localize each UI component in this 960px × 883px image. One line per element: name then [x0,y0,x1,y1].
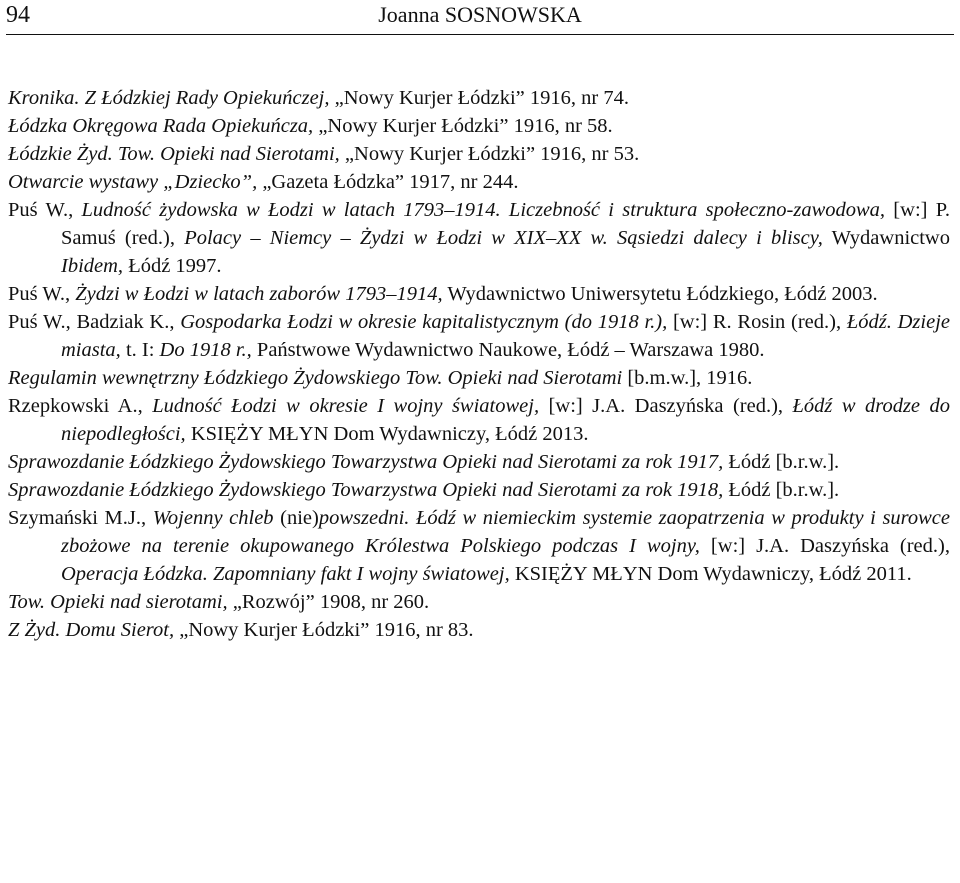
running-head-author: Joanna SOSNOWSKA [378,2,582,27]
entry-text-segment: (nie) [273,507,319,529]
bibliography-entry [8,112,950,140]
entry-text-segment: Wydawnictwo Uniwersytetu Łódzkiego, Łódź 2003. [442,283,878,305]
header-rule [6,34,954,35]
bibliography-entry [8,448,950,476]
bibliography-entry [8,616,950,644]
entry-text-segment: [w:] P. Samuś (red.), [61,199,950,249]
entry-title-segment: Łódź. Dzieje miasta, [61,311,950,361]
bibliography-list [8,84,950,644]
entry-text-segment: „Nowy Kurjer Łódzki” 1916, nr 83. [174,619,474,641]
entry-title-segment: Wojenny chleb [152,507,274,529]
entry-text-segment: Szymański M.J., [8,507,153,529]
entry-title-segment: Polacy – Niemcy – Żydzi w Łodzi w XIX–XX w. Sąsiedzi dalecy i bliscy, [184,227,823,249]
entry-title-segment: Ludność Łodzi w okresie I wojny światowej, [152,395,540,417]
entry-title-segment: Tow. Opieki nad sierotami, [8,591,228,613]
entry-text-segment: [w:] J.A. Daszyńska (red.), [539,395,793,417]
entry-title-segment: Operacja Łódzka. Zapomniany fakt I wojny światowej, [61,563,510,585]
entry-title-segment: Regulamin wewnętrzny Łódzkiego Żydowskiego Tow. Opieki nad Sierotami [8,367,623,389]
bibliography-entry [8,588,950,616]
bibliography-entry [8,308,950,364]
entry-title-segment: Ibidem, [61,255,124,277]
bibliography-entry [8,168,950,196]
bibliography-entry [8,140,950,168]
entry-text-segment: [w:] R. Rosin (red.), [667,311,847,333]
entry-text-segment: „Nowy Kurjer Łódzki” 1916, nr 58. [313,115,613,137]
entry-text-segment: „Gazeta Łódzka” 1917, nr 244. [257,171,519,193]
entry-text-segment: Wydawnictwo [822,227,950,249]
entry-title-segment: Łódź w drodze do niepodległości, [61,395,950,445]
entry-title-segment: Sprawozdanie Łódzkiego Żydowskiego Towarzystwa Opieki nad Sierotami za rok 1918, [8,479,724,501]
page-number: 94 [6,2,30,28]
entry-title-segment: Otwarcie wystawy „Dziecko”, [8,171,258,193]
entry-text-segment: Rzepkowski A., [8,395,153,417]
bibliography-entry [8,392,950,448]
entry-text-segment: „Nowy Kurjer Łódzki” 1916, nr 53. [339,143,640,165]
entry-text-segment: Łódź [b.r.w.]. [723,479,840,501]
bibliography-entry [8,280,950,308]
entry-text-segment: Puś W., [8,283,76,305]
entry-text-segment: t. I: [120,339,160,361]
entry-text-segment: Łódź 1997. [123,255,222,277]
bibliography-entry [8,364,950,392]
entry-title-segment: Do 1918 r., [159,339,252,361]
entry-text-segment: „Nowy Kurjer Łódzki” 1916, nr 74. [329,87,629,109]
entry-title-segment: Kronika. Z Łódzkiej Rady Opiekuńczej, [8,87,330,109]
entry-title-segment: Ludność żydowska w Łodzi w latach 1793–1914. Liczebność i struktura społeczno-zawodowa, [81,199,886,221]
entry-text-segment: KSIĘŻY MŁYN Dom Wydawniczy, Łódź 2013. [185,423,589,445]
bibliography-entry [8,504,950,588]
entry-text-segment: KSIĘŻY MŁYN Dom Wydawniczy, Łódź 2011. [509,563,912,585]
bibliography-entry [8,84,950,112]
bibliography-entry [8,196,950,280]
entry-text-segment: Puś W., [8,199,82,221]
entry-text-segment: „Rozwój” 1908, nr 260. [227,591,430,613]
entry-title-segment: Łódzka Okręgowa Rada Opiekuńcza, [8,115,314,137]
entry-text-segment: Łódź [b.r.w.]. [723,451,840,473]
entry-title-segment: Sprawozdanie Łódzkiego Żydowskiego Towarzystwa Opieki nad Sierotami za rok 1917, [8,451,724,473]
entry-title-segment: Gospodarka Łodzi w okresie kapitalistycznym (do 1918 r.), [180,311,668,333]
entry-text-segment: Państwowe Wydawnictwo Naukowe, Łódź – Warszawa 1980. [251,339,765,361]
entry-text-segment: [w:] J.A. Daszyńska (red.), [699,535,950,557]
entry-title-segment: Łódzkie Żyd. Tow. Opieki nad Sierotami, [8,143,340,165]
entry-title-segment: Z Żyd. Domu Sierot, [8,619,175,641]
entry-text-segment: [b.m.w.], 1916. [622,367,753,389]
bibliography-entry [8,476,950,504]
entry-text-segment: Puś W., Badziak K., [8,311,181,333]
page-header [0,0,960,34]
entry-title-segment: Żydzi w Łodzi w latach zaborów 1793–1914, [75,283,443,305]
entry-title-segment: powszedni. Łódź w niemieckim systemie zaopatrzenia w produkty i surowce zbożowe na terenie okupowanego Królestwa Polskiego podczas I wojny, [61,507,951,557]
